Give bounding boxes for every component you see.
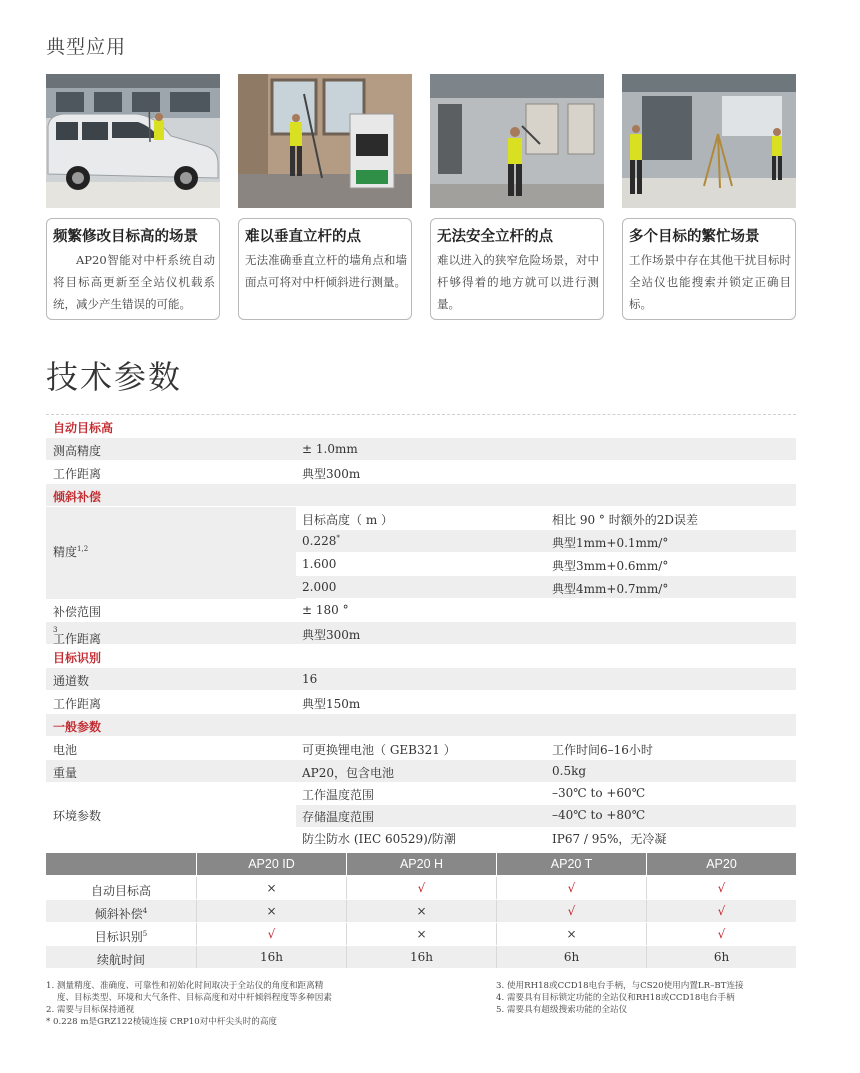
column-header (46, 853, 196, 875)
spec-label: 工作距离 (53, 467, 102, 481)
cross-mark: × (346, 900, 496, 922)
surveyor-building-photo (430, 74, 604, 208)
row-label: 倾斜补偿$^4$ (94, 907, 148, 921)
column-header-ap20: AP20 (646, 853, 796, 875)
check-mark: √ (646, 900, 796, 922)
spec-label: 电池 (53, 743, 78, 757)
spec-row-work-distance-3 (46, 622, 796, 644)
row-label: 续航时间 (96, 953, 145, 967)
spec-value: 工作时间6–16小时 (552, 743, 653, 757)
spec-row-comp-range (46, 599, 796, 621)
cross-mark: × (196, 900, 346, 922)
spec-value: 可更换锂电池（ GEB321 ） (302, 743, 456, 757)
cell-value: 16h (346, 946, 496, 968)
spec-label: 通道数 (53, 674, 90, 688)
footnote: 度、目标类型、环境和大气条件、目标高度和对中杆倾斜程度等多种因素 (46, 993, 332, 1003)
footnote: * 0.228 m是GRZ122棱镜连接 CRP10对中杆尖头时的高度 (46, 1017, 278, 1027)
row-label: 目标识别$^5$ (94, 930, 148, 944)
cross-mark: × (346, 923, 496, 945)
spec-value: AP20，包含电池 (302, 766, 395, 780)
spec-row-channels (46, 668, 796, 690)
spec-value: 典型300m (302, 628, 361, 642)
spec-label: 工作温度范围 (302, 788, 375, 802)
app-card-2 (238, 218, 412, 320)
spec-label: 工作距离 $^3$ (53, 626, 102, 646)
section-title-specs: 技术参数 (46, 358, 183, 396)
column-header-ap20-h: AP20 H (346, 853, 496, 875)
check-mark: √ (646, 877, 796, 899)
spec-value: ± 1.0mm (302, 442, 358, 456)
spec-label: 精度$^{1,2}$ (53, 545, 89, 559)
spec-row-height-accuracy (46, 438, 796, 460)
table-row (46, 923, 796, 945)
app-card-text: AP20智能对中杆系统自动将目标高更新至全站仪机载系统，减少产生错误的可能。 (53, 253, 215, 311)
app-card-4 (622, 218, 796, 320)
cross-mark: × (196, 877, 346, 899)
spec-value: IP67 / 95%，无冷凝 (552, 832, 667, 846)
spec-value: 0.228* (302, 534, 340, 548)
spec-section-auto-height (46, 415, 796, 437)
cell-value: 6h (646, 946, 796, 968)
section-label: 倾斜补偿 (53, 490, 102, 504)
surveyor-wall-photo (238, 74, 412, 208)
app-card-title: 多个目标的繁忙场景 (629, 229, 760, 245)
spec-block-environment (46, 783, 796, 849)
spec-label: 工作距离 (53, 697, 102, 711)
spec-row-work-distance-id (46, 691, 796, 713)
spec-row-battery (46, 737, 796, 759)
column-header: 目标高度（ m ） (302, 513, 394, 527)
column-header-ap20-id: AP20 ID (196, 853, 346, 875)
table-row (46, 877, 796, 899)
app-card-text: 工作场景中存在其他干扰目标时全站仪也能搜索并锁定正确目标。 (629, 253, 791, 311)
spec-section-tilt (46, 484, 796, 506)
spec-value: 0.5kg (552, 764, 587, 778)
check-mark: √ (346, 877, 496, 899)
section-title-applications: 典型应用 (46, 36, 127, 58)
section-label: 一般参数 (53, 720, 102, 734)
row-label: 自动目标高 (90, 884, 151, 898)
spec-label: 防尘防水 (IEC 60529)/防潮 (302, 832, 456, 846)
spec-value: 典型3mm+0.6mm/° (552, 559, 669, 573)
van-photo (46, 74, 220, 208)
spec-value: 典型1mm+0.1mm/° (552, 536, 669, 550)
surveyors-tripod-photo (622, 74, 796, 208)
footnote: 5. 需要具有超级搜索功能的全站仪 (496, 1005, 628, 1015)
app-card-title: 频繁修改目标高的场景 (53, 229, 198, 245)
spec-value: ± 180 ° (302, 603, 349, 617)
spec-label: 测高精度 (53, 444, 102, 458)
footnote: 3. 使用RH18或CCD18电台手柄，与CS20使用内置LR–BT连接 (496, 981, 744, 991)
footnote: 2. 需要与目标保持通视 (46, 1005, 135, 1015)
application-photos (46, 74, 796, 208)
spec-label: 补偿范围 (53, 605, 102, 619)
column-header: 相比 90 ° 时额外的2D误差 (552, 513, 698, 527)
cell-value: 16h (196, 946, 346, 968)
spec-section-target-id (46, 645, 796, 667)
app-card-1 (46, 218, 220, 320)
column-header-ap20-t: AP20 T (496, 853, 646, 875)
app-card-text: 无法准确垂直立杆的墙角点和墙面点可将对中杆倾斜进行测量。 (245, 253, 407, 289)
spec-value: –30℃ to +60℃ (552, 786, 646, 800)
footnote: 1. 测量精度、准确度、可靠性和初始化时间取决于全站仪的角度和距离精 (46, 981, 324, 991)
check-mark: √ (496, 877, 646, 899)
spec-value: 典型150m (302, 697, 361, 711)
app-card-title: 难以垂直立杆的点 (245, 229, 361, 245)
spec-label: 存储温度范围 (302, 810, 375, 824)
spec-section-general (46, 714, 796, 736)
table-row (46, 946, 796, 968)
models-table-header (46, 853, 796, 875)
cross-mark: × (496, 923, 646, 945)
footnotes-right (496, 980, 796, 1016)
cell-value: 6h (496, 946, 646, 968)
check-mark: √ (496, 900, 646, 922)
spec-row-weight (46, 760, 796, 782)
check-mark: √ (646, 923, 796, 945)
footnote: 4. 需要具有目标锁定功能的全站仪和RH18或CCD18电台手柄 (496, 993, 735, 1003)
spec-value: 典型300m (302, 467, 361, 481)
section-label: 目标识别 (53, 651, 102, 665)
spec-label: 环境参数 (53, 809, 102, 823)
spec-value: 1.600 (302, 557, 337, 571)
app-card-3 (430, 218, 604, 320)
section-label: 自动目标高 (53, 421, 114, 435)
footnotes-left (46, 980, 446, 1028)
app-card-text: 难以进入的狭窄危险场景，对中杆够得着的地方就可以进行测量。 (437, 253, 599, 311)
table-row (46, 900, 796, 922)
spec-value: 2.000 (302, 580, 337, 594)
spec-label: 重量 (53, 766, 78, 780)
spec-value: –40℃ to +80℃ (552, 808, 646, 822)
spec-value: 典型4mm+0.7mm/° (552, 582, 669, 596)
spec-block-accuracy (46, 507, 796, 599)
check-mark: √ (196, 923, 346, 945)
spec-row-work-distance (46, 461, 796, 483)
app-card-title: 无法安全立杆的点 (437, 229, 553, 245)
spec-value: 16 (302, 672, 318, 686)
